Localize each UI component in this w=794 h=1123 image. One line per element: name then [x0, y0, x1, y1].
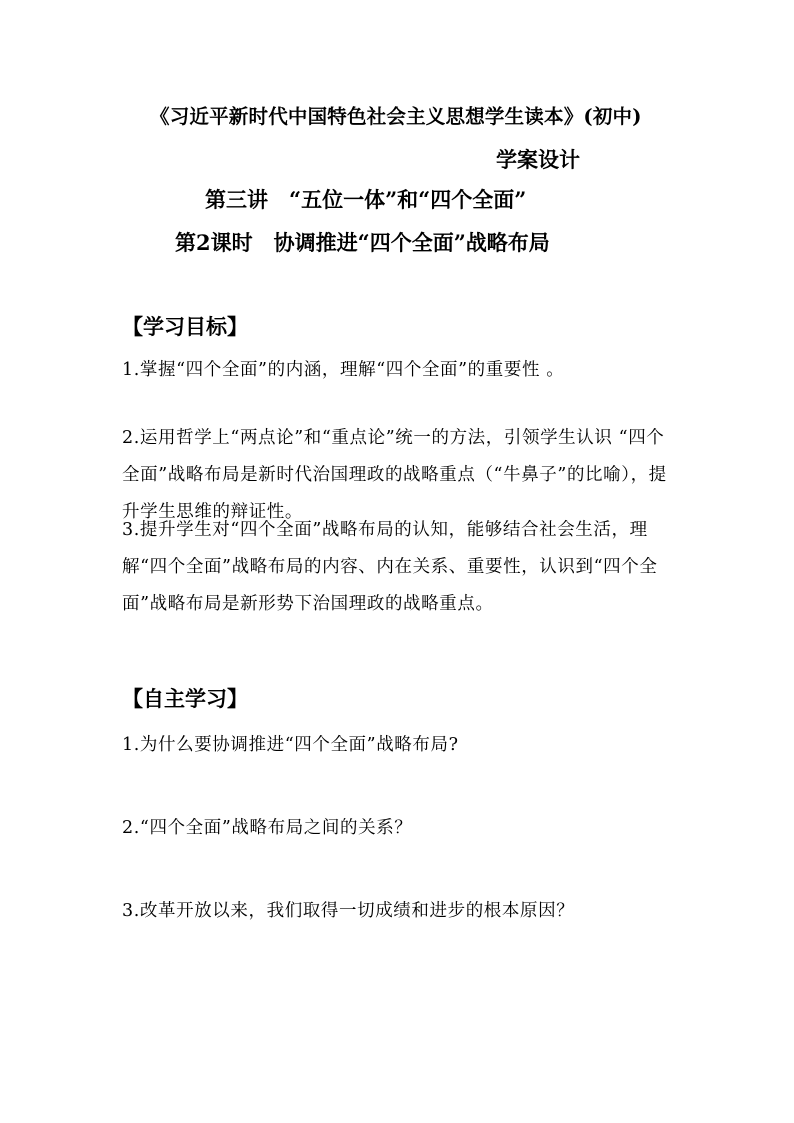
objective-item-1: 1.掌握“四个全面”的内涵，理解“四个全面”的重要性 。	[122, 360, 565, 380]
self-study-question-3: 3.改革开放以来，我们取得一切成绩和进步的根本原因？	[122, 901, 575, 921]
self-study-heading: 【自主学习】	[122, 686, 248, 711]
objective-item-2: 2.运用哲学上“两点论”和“重点论”统一的方法，引领学生认识 “四个全面”战略布局是新时代治国理政的战略重点（“牛鼻子”的比喻），提升学生思维的辩证性。	[122, 428, 667, 522]
objectives-heading: 【学习目标】	[122, 314, 248, 339]
design-label: 学案设计	[496, 147, 580, 172]
self-study-question-1: 1.为什么要协调推进“四个全面”战略布局?	[122, 735, 459, 755]
lesson-title: 第2课时 协调推进“四个全面”战略布局	[175, 230, 550, 255]
objective-item-3: 3.提升学生对“四个全面”战略布局的认知，能够结合社会生活，理解“四个全面”战略布局的内容、内在关系、重要性，认识到“四个全面”战略布局是新形势下治国理政的战略重点。	[122, 520, 658, 614]
lecture-title: 第三讲 “五位一体”和“四个全面”	[205, 187, 527, 212]
self-study-question-2: 2.“四个全面”战略布局之间的关系？	[122, 818, 413, 838]
book-title: 《习近平新时代中国特色社会主义思想学生读本》(初中)	[150, 105, 642, 128]
